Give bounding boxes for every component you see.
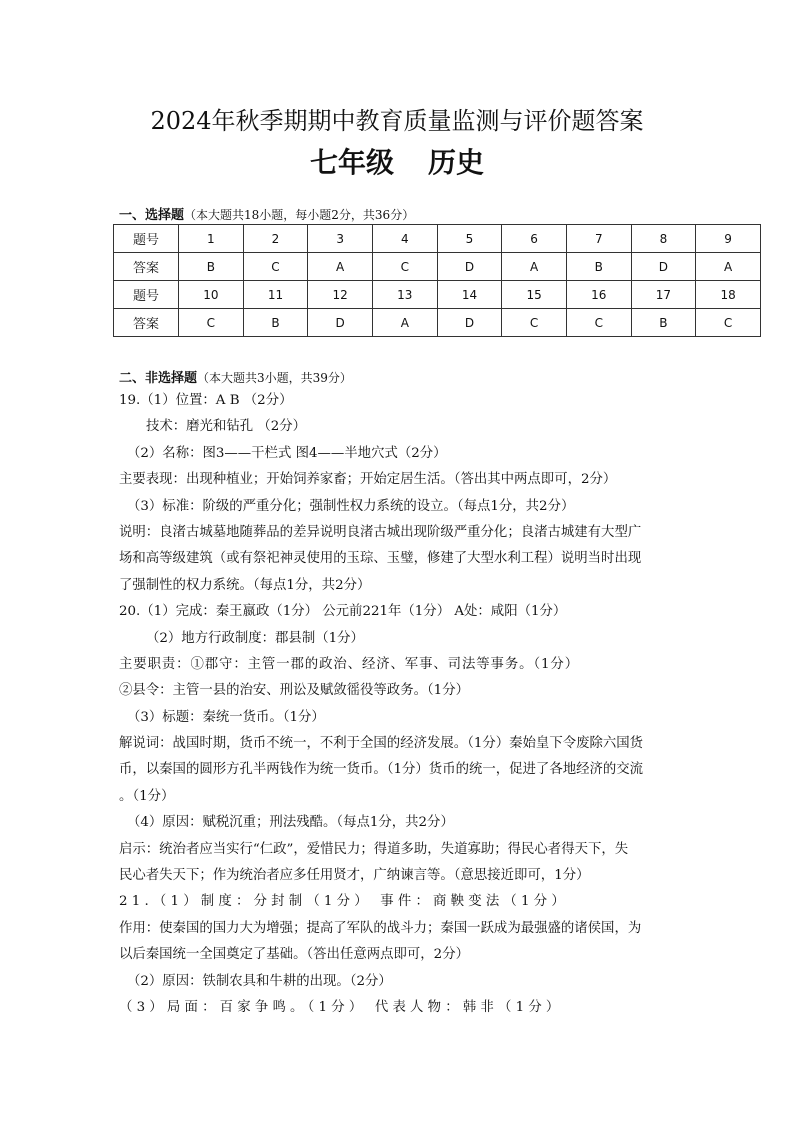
table-cell: A <box>308 253 373 281</box>
table-cell: A <box>502 253 567 281</box>
table-cell: B <box>243 309 308 337</box>
answer-line: ②县令：主管一县的治安、刑讼及赋敛徭役等政务。（1分） <box>119 683 469 699</box>
table-row <box>114 225 761 253</box>
table-cell: C <box>696 309 761 337</box>
table-cell: D <box>437 309 502 337</box>
table-cell: 5 <box>437 225 502 253</box>
table-cell: 9 <box>696 225 761 253</box>
answer-line: 19.（1）位置：A B （2分） <box>119 393 293 408</box>
table-cell: 2 <box>243 225 308 253</box>
answer-line: 解说词：战国时期，货币不统一，不利于全国的经济发展。（1分）秦始皇下令废除六国货 <box>119 736 644 752</box>
document-title: 2024年秋季期期中教育质量监测与评价题答案 <box>150 107 644 135</box>
table-cell: 12 <box>308 281 373 309</box>
section-1-heading <box>119 204 414 223</box>
table-cell: 18 <box>696 281 761 309</box>
answer-line: 主要表现：出现种植业；开始饲养家畜；开始定居生活。（答出其中两点即可，2分） <box>119 472 617 488</box>
table-cell: 15 <box>502 281 567 309</box>
table-cell: 8 <box>631 225 696 253</box>
table-cell: D <box>437 253 502 281</box>
answer-line: 21.（1）制度：分封制（1分） 事件：商鞅变法（1分） <box>119 894 569 910</box>
answer-line: 民心者失天下；作为统治者应多任用贤才，广纳谏言等。（意思接近即可，1分） <box>119 868 590 884</box>
table-cell: 13 <box>372 281 437 309</box>
table-cell: D <box>308 309 373 337</box>
table-cell: B <box>566 253 631 281</box>
table-cell: 16 <box>566 281 631 309</box>
table-cell: 7 <box>566 225 631 253</box>
table-cell: 17 <box>631 281 696 309</box>
section-2-heading <box>119 367 352 386</box>
table-cell: 6 <box>502 225 567 253</box>
table-cell: 题号 <box>114 225 179 253</box>
answer-line: 。（1分） <box>119 788 175 804</box>
answer-line: （2）原因：铁制农具和牛耕的出现。（2分） <box>127 973 392 989</box>
table-row <box>114 281 761 309</box>
table-cell: C <box>566 309 631 337</box>
table-cell: 10 <box>179 281 244 309</box>
answer-line: 技术：磨光和钻孔 （2分） <box>146 419 307 435</box>
answer-line: （4）原因：赋税沉重；刑法残酷。（每点1分，共2分） <box>127 815 454 831</box>
subject-label: 历史 <box>428 146 485 179</box>
answer-line: 主要职责：①郡守：主管一郡的政治、经济、军事、司法等事务。（1分） <box>119 656 580 672</box>
table-cell: A <box>696 253 761 281</box>
answer-line: 作用：使秦国的国力大为增强；提高了军队的战斗力；秦国一跃成为最强盛的诸侯国，为 <box>119 920 642 936</box>
section-1-title: 一、选择题 <box>119 208 185 223</box>
answer-line: 了强制性的权力系统。（每点1分，共2分） <box>119 577 371 593</box>
table-cell: 3 <box>308 225 373 253</box>
answer-table <box>113 224 761 337</box>
answer-line: （3）标准：阶级的严重分化；强制性权力系统的设立。（每点1分，共2分） <box>127 498 575 514</box>
answer-line: （2）名称：图3——干栏式 图4——半地穴式（2分） <box>127 445 447 461</box>
table-cell: 题号 <box>114 281 179 309</box>
table-cell: 答案 <box>114 309 179 337</box>
table-row <box>114 253 761 281</box>
answer-line: （3）标题：秦统一货币。（1分） <box>127 709 325 725</box>
table-cell: 答案 <box>114 253 179 281</box>
table-cell: C <box>243 253 308 281</box>
document-subtitle <box>0 141 794 181</box>
table-cell: C <box>372 253 437 281</box>
table-cell: A <box>372 309 437 337</box>
answer-line: 币，以秦国的圆形方孔半两钱作为统一货币。（1分）货币的统一，促进了各地经济的交流 <box>119 762 644 778</box>
answer-body <box>119 388 679 1021</box>
table-cell: 11 <box>243 281 308 309</box>
answer-line: 以后秦国统一全国奠定了基础。（答出任意两点即可，2分） <box>119 947 469 963</box>
answer-line: 启示：统治者应当实行“仁政”，爱惜民力；得道多助，失道寡助；得民心者得天下，失 <box>119 841 629 857</box>
table-row <box>114 309 761 337</box>
table-cell: C <box>502 309 567 337</box>
table-cell: 14 <box>437 281 502 309</box>
section-2-title: 二、非选择题 <box>119 371 198 386</box>
table-cell: C <box>179 309 244 337</box>
answer-line: 说明：良渚古城墓地随葬品的差异说明良渚古城出现阶级严重分化；良渚古城建有大型广 <box>119 524 642 540</box>
answer-line: 20.（1）完成：秦王嬴政（1分） 公元前221年（1分） A处：咸阳（1分） <box>119 604 567 620</box>
grade-label: 七年级 <box>309 146 394 179</box>
section-2-note: （本大题共3小题，共39分） <box>197 371 352 385</box>
answer-line: （3）局面：百家争鸣。（1分） 代表人物：韩非（1分） <box>119 999 564 1015</box>
table-cell: 1 <box>179 225 244 253</box>
table-cell: 4 <box>372 225 437 253</box>
table-cell: D <box>631 253 696 281</box>
answer-line: （2）地方行政制度：郡县制（1分） <box>146 630 364 646</box>
table-cell: B <box>631 309 696 337</box>
table-cell: B <box>179 253 244 281</box>
section-1-note: （本大题共18小题，每小题2分，共36分） <box>184 208 415 222</box>
answer-line: 场和高等级建筑（或有祭祀神灵使用的玉琮、玉璧，修建了大型水利工程）说明当时出现 <box>119 551 642 567</box>
